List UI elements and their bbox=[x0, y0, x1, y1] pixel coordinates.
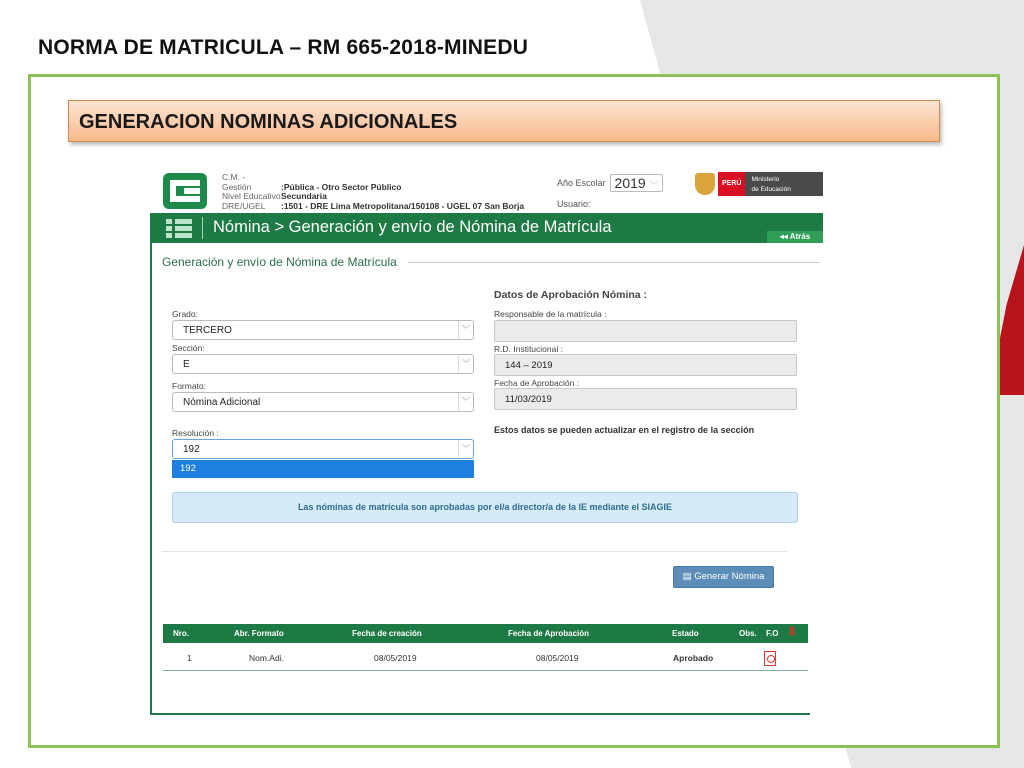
formato-select[interactable]: Nómina Adicional ﹀ bbox=[172, 392, 474, 412]
minedu-logo bbox=[695, 172, 823, 196]
rd-field: 144 – 2019 bbox=[494, 354, 797, 376]
grado-select[interactable]: TERCERO ﹀ bbox=[172, 320, 474, 340]
grado-label: Grado: bbox=[172, 309, 198, 319]
resolucion-option[interactable]: 192 bbox=[172, 460, 474, 478]
info-alert: Las nóminas de matrícula son aprobadas por el/a director/a de la IE mediante el SIAGIE bbox=[172, 492, 798, 523]
list-icon bbox=[166, 218, 192, 238]
table-header: Nro. Abr. Formato Fecha de creación Fecha de Aprobación Estado Obs. F.O bbox=[163, 624, 808, 643]
screenshot-border-bottom bbox=[150, 713, 810, 715]
section-banner: GENERACION NOMINAS ADICIONALES bbox=[68, 100, 940, 142]
ministry-label: Ministerio de Educación bbox=[745, 172, 823, 196]
seccion-label: Sección: bbox=[172, 343, 205, 353]
fecha-aprobacion-label: Fecha de Aprobación : bbox=[494, 378, 580, 388]
formato-label: Formato: bbox=[172, 381, 207, 391]
rd-label: R.D. Institucional : bbox=[494, 344, 563, 354]
screenshot-border-left bbox=[150, 243, 152, 715]
form-section-title: Generación y envío de Nómina de Matrícula bbox=[162, 255, 397, 269]
seccion-select[interactable]: E ﹀ bbox=[172, 354, 474, 374]
approval-note: Estos datos se pueden actualizar en el registro de la sección bbox=[494, 425, 755, 435]
document-icon: ▤ bbox=[682, 571, 692, 582]
school-year-label: Año Escolar bbox=[557, 178, 606, 188]
responsable-field bbox=[494, 320, 797, 342]
fecha-aprobacion-field: 11/03/2019 bbox=[494, 388, 797, 410]
responsable-label: Responsable de la matrícula : bbox=[494, 309, 607, 319]
approval-data-title: Datos de Aprobación Nómina : bbox=[494, 289, 648, 301]
page-title: Nómina > Generación y envío de Nómina de Matrícula bbox=[213, 218, 612, 236]
school-year bbox=[557, 174, 663, 192]
section-divider bbox=[408, 262, 820, 263]
resolucion-label: Resolución : bbox=[172, 428, 219, 438]
pdf-icon[interactable] bbox=[764, 651, 776, 666]
title-separator bbox=[202, 217, 203, 239]
siagie-logo-icon bbox=[162, 171, 208, 211]
chevron-down-icon: ﹀ bbox=[458, 440, 473, 458]
slide-title: NORMA DE MATRICULA – RM 665-2018-MINEDU bbox=[38, 36, 529, 59]
school-year-select[interactable]: 2019 ﹀ bbox=[610, 174, 663, 192]
siagie-screenshot bbox=[150, 165, 823, 715]
institution-info: C.M. - Gestión :Pública - Otro Sector Público Nivel Educativo Secundaria DRE/UGEL :1501 - DRE Lima Metropolitana/150108 - UGEL 07 San Borja bbox=[222, 172, 525, 211]
chevron-down-icon: ﹀ bbox=[458, 355, 473, 373]
peru-label: PERÚ bbox=[718, 172, 745, 196]
table-row-divider bbox=[163, 670, 808, 671]
form-divider bbox=[162, 551, 788, 552]
resolucion-select[interactable]: 192 ﹀ bbox=[172, 439, 474, 459]
coat-of-arms-icon bbox=[695, 173, 715, 195]
user-label: Usuario: bbox=[557, 199, 591, 209]
chevron-down-icon: ﹀ bbox=[458, 393, 473, 411]
table-row: 1 Nom.Adi. 08/05/2019 08/05/2019 Aprobado bbox=[187, 653, 714, 663]
generate-nomina-button[interactable]: ▤ Generar Nómina bbox=[673, 566, 774, 588]
back-button[interactable]: ◂◂ Atrás bbox=[767, 231, 823, 243]
chevron-down-icon: ﹀ bbox=[458, 321, 473, 339]
title-bar bbox=[150, 213, 823, 243]
